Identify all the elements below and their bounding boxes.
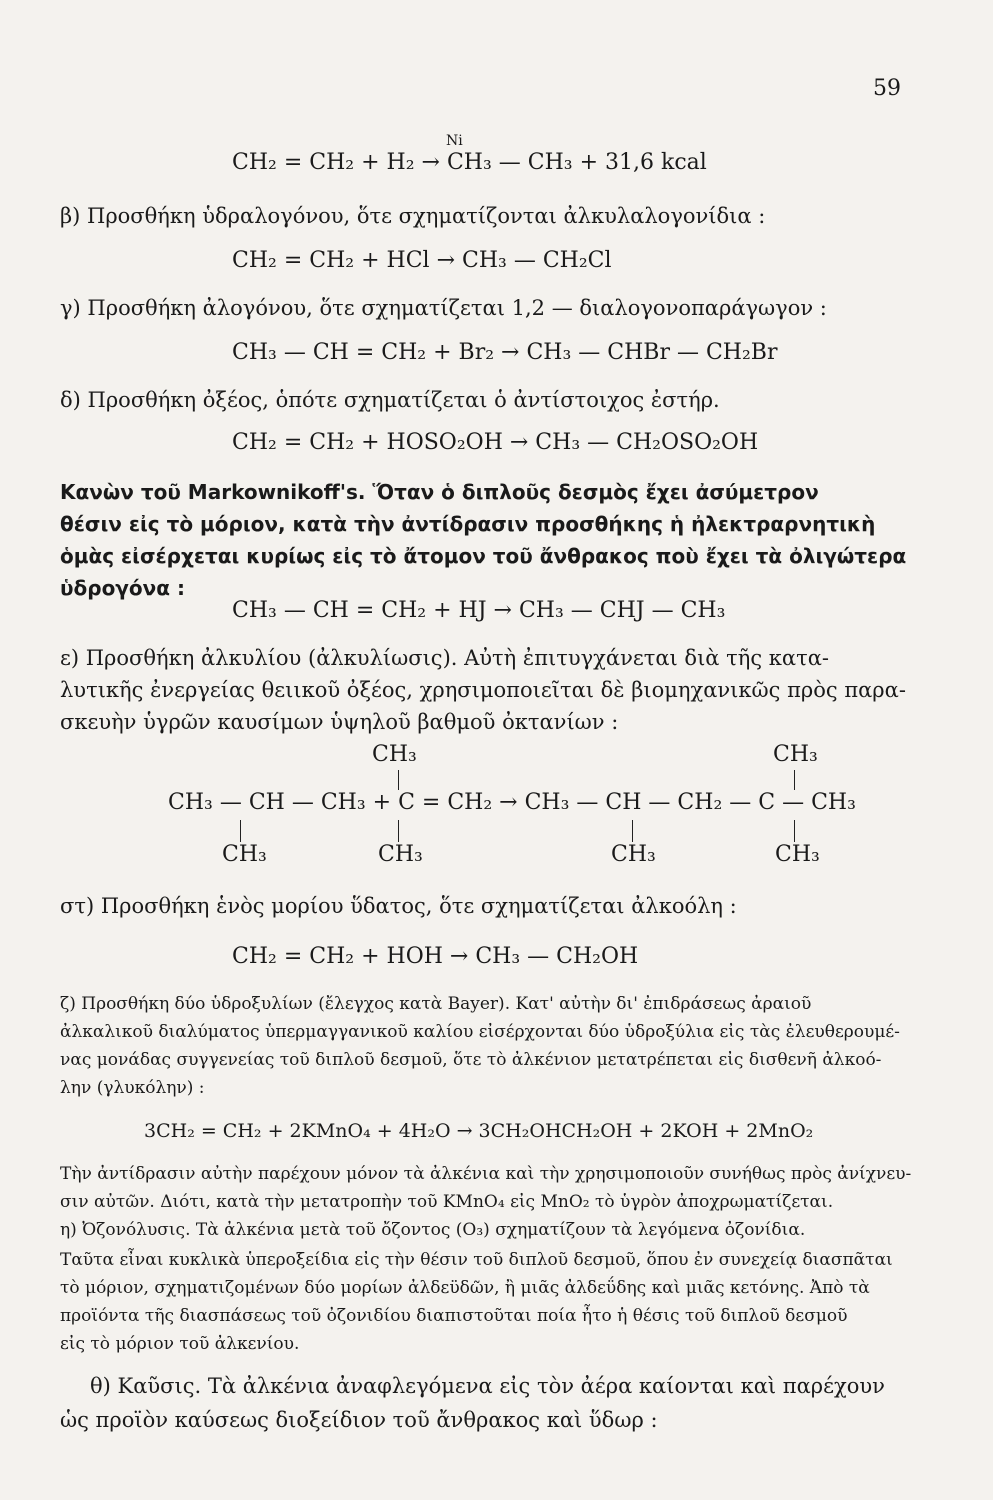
equation-bayer-test: 3CH₂ = CH₂ + 2KMnO₄ + 4H₂O → 3CH₂OHCH₂OH + 2KOH + 2MnO₂ bbox=[144, 1120, 814, 1142]
markownikoff-rule-line-1: Κανὼν τοῦ Markownikoff's. Ὅταν ὁ διπλοῦς δεσμὸς ἔχει ἀσύμετρον bbox=[60, 480, 819, 504]
alkylation-main-line: CH₃ — CH — CH₃ + C = CH₂ → CH₃ — CH — CH₂ — C — CH₃ bbox=[168, 790, 856, 815]
item-e-line-1: ε) Προσθήκη ἀλκυλίου (ἀλκυλίωσις). Αὐτὴ ἐπιτυγχάνεται διὰ τῆς κατα- bbox=[60, 646, 829, 670]
item-z-line-4: λην (γλυκόλην) : bbox=[60, 1078, 205, 1098]
equation-hydrohalogenation: CH₂ = CH₂ + HCl → CH₃ — CH₂Cl bbox=[232, 248, 612, 273]
item-e-line-2: λυτικῆς ἐνεργείας θειικοῦ ὀξέος, χρησιμοποιεῖται δὲ βιομηχανικῶς πρὸς παρα- bbox=[60, 678, 906, 702]
item-th-line-2: ὡς προϊὸν καύσεως διοξείδιον τοῦ ἄνθρακος καὶ ὕδωρ : bbox=[60, 1408, 658, 1432]
markownikoff-rule-line-2: θέσιν εἰς τὸ μόριον, κατὰ τὴν ἀντίδρασιν προσθήκης ἡ ἠλεκτραρνητικὴ bbox=[60, 512, 876, 536]
item-h-line-3: τὸ μόριον, σχηματιζομένων δύο μορίων ἀλδεϋδῶν, ἢ μιᾶς ἀλδεΰδης καὶ μιᾶς κετόνης. Ἀπὸ τὰ bbox=[60, 1278, 870, 1298]
item-z-line-1: ζ) Προσθήκη δύο ὑδροξυλίων (ἔλεγχος κατὰ Bayer). Κατ' αὐτὴν δι' ἐπιδράσεως ἀραιοῦ bbox=[60, 994, 812, 1014]
alkylation-bottom-ch3-1: CH₃ bbox=[222, 842, 267, 867]
item-h-line-1: η) Ὀζονόλυσις. Τὰ ἀλκένια μετὰ τοῦ ὄζοντος (O₃) σχηματίζουν τὰ λεγόμενα ὀζονίδια. bbox=[60, 1220, 806, 1240]
item-e-line-3: σκευὴν ὑγρῶν καυσίμων ὑψηλοῦ βαθμοῦ ὀκτανίων : bbox=[60, 710, 619, 734]
item-c-text: γ) Προσθήκη ἀλογόνου, ὅτε σχηματίζεται 1,2 — διαλογονοπαράγωγον : bbox=[60, 296, 827, 320]
item-d-text: δ) Προσθήκη ὀξέος, ὁπότε σχηματίζεται ὁ ἀντίστοιχος ἐστήρ. bbox=[60, 388, 720, 412]
alkylation-bottom-ch3-3: CH₃ bbox=[611, 842, 656, 867]
alkylation-top-ch3-2: CH₃ bbox=[773, 742, 818, 767]
equation-hydrogenation: CH₂ = CH₂ + H₂ → CH₃ — CH₃ + 31,6 kcal bbox=[232, 150, 707, 175]
equation-markownikoff: CH₃ — CH = CH₂ + HJ → CH₃ — CHJ — CH₃ bbox=[232, 598, 726, 623]
item-z-line-2: ἀλκαλικοῦ διαλύματος ὑπερμαγγανικοῦ καλίου εἰσέρχονται δύο ὑδροξύλια εἰς τὰς ἐλευθερουμέ- bbox=[60, 1022, 900, 1042]
page-number: 59 bbox=[873, 76, 901, 101]
equation-hydration: CH₂ = CH₂ + HOH → CH₃ — CH₂OH bbox=[232, 944, 639, 969]
alkylation-bond-5 bbox=[632, 820, 633, 842]
item-th-line-1: θ) Καῦσις. Τὰ ἀλκένια ἀναφλεγόμενα εἰς τὸν ἀέρα καίονται καὶ παρέχουν bbox=[90, 1374, 885, 1398]
item-h-line-4: προϊόντα τῆς διασπάσεως τοῦ ὀζονιδίου διαπιστοῦται ποία ἦτο ἡ θέσις τοῦ διπλοῦ δεσμοῦ bbox=[60, 1306, 848, 1326]
item-h-line-5: εἰς τὸ μόριον τοῦ ἀλκενίου. bbox=[60, 1334, 300, 1354]
bayer-note-line-1: Τὴν ἀντίδρασιν αὐτὴν παρέχουν μόνον τὰ ἀλκένια καὶ τὴν χρησιμοποιοῦν συνήθως πρὸς ἀνίχνευ- bbox=[60, 1164, 912, 1184]
bayer-note-line-2: σιν αὐτῶν. Διότι, κατὰ τὴν μετατροπὴν τοῦ KMnO₄ εἰς MnO₂ τὸ ὑγρὸν ἀποχρωματίζεται. bbox=[60, 1192, 834, 1212]
alkylation-bond-4 bbox=[398, 820, 399, 842]
catalyst-label: Ni bbox=[446, 133, 463, 149]
alkylation-bond-2 bbox=[794, 770, 795, 790]
alkylation-top-ch3-1: CH₃ bbox=[372, 742, 417, 767]
alkylation-bottom-ch3-2: CH₃ bbox=[378, 842, 423, 867]
alkylation-bond-1 bbox=[398, 770, 399, 790]
item-z-line-3: νας μονάδας συγγενείας τοῦ διπλοῦ δεσμοῦ, ὅτε τὸ ἀλκένιον μετατρέπεται εἰς δισθενῆ ἀλκοό- bbox=[60, 1050, 882, 1070]
markownikoff-rule-line-4: ὑδρογόνα : bbox=[60, 576, 185, 600]
equation-acid-addition: CH₂ = CH₂ + HOSO₂OH → CH₃ — CH₂OSO₂OH bbox=[232, 430, 759, 455]
item-st-text: στ) Προσθήκη ἑνὸς μορίου ὕδατος, ὅτε σχηματίζεται ἀλκοόλη : bbox=[60, 894, 737, 918]
alkylation-bond-6 bbox=[794, 820, 795, 842]
alkylation-bottom-ch3-4: CH₃ bbox=[775, 842, 820, 867]
alkylation-bond-3 bbox=[240, 820, 241, 842]
equation-halogenation: CH₃ — CH = CH₂ + Br₂ → CH₃ — CHBr — CH₂Br bbox=[232, 340, 778, 365]
markownikoff-rule-line-3: ὁμὰς εἰσέρχεται κυρίως εἰς τὸ ἄτομον τοῦ ἄνθρακος ποὺ ἔχει τὰ ὀλιγώτερα bbox=[60, 544, 907, 568]
item-b-text: β) Προσθήκη ὑδραλογόνου, ὅτε σχηματίζονται ἀλκυλαλογονίδια : bbox=[60, 204, 766, 228]
item-h-line-2: Ταῦτα εἶναι κυκλικὰ ὑπεροξείδια εἰς τὴν θέσιν τοῦ διπλοῦ δεσμοῦ, ὅπου ἐν συνεχείᾳ διασπᾶται bbox=[60, 1250, 893, 1270]
